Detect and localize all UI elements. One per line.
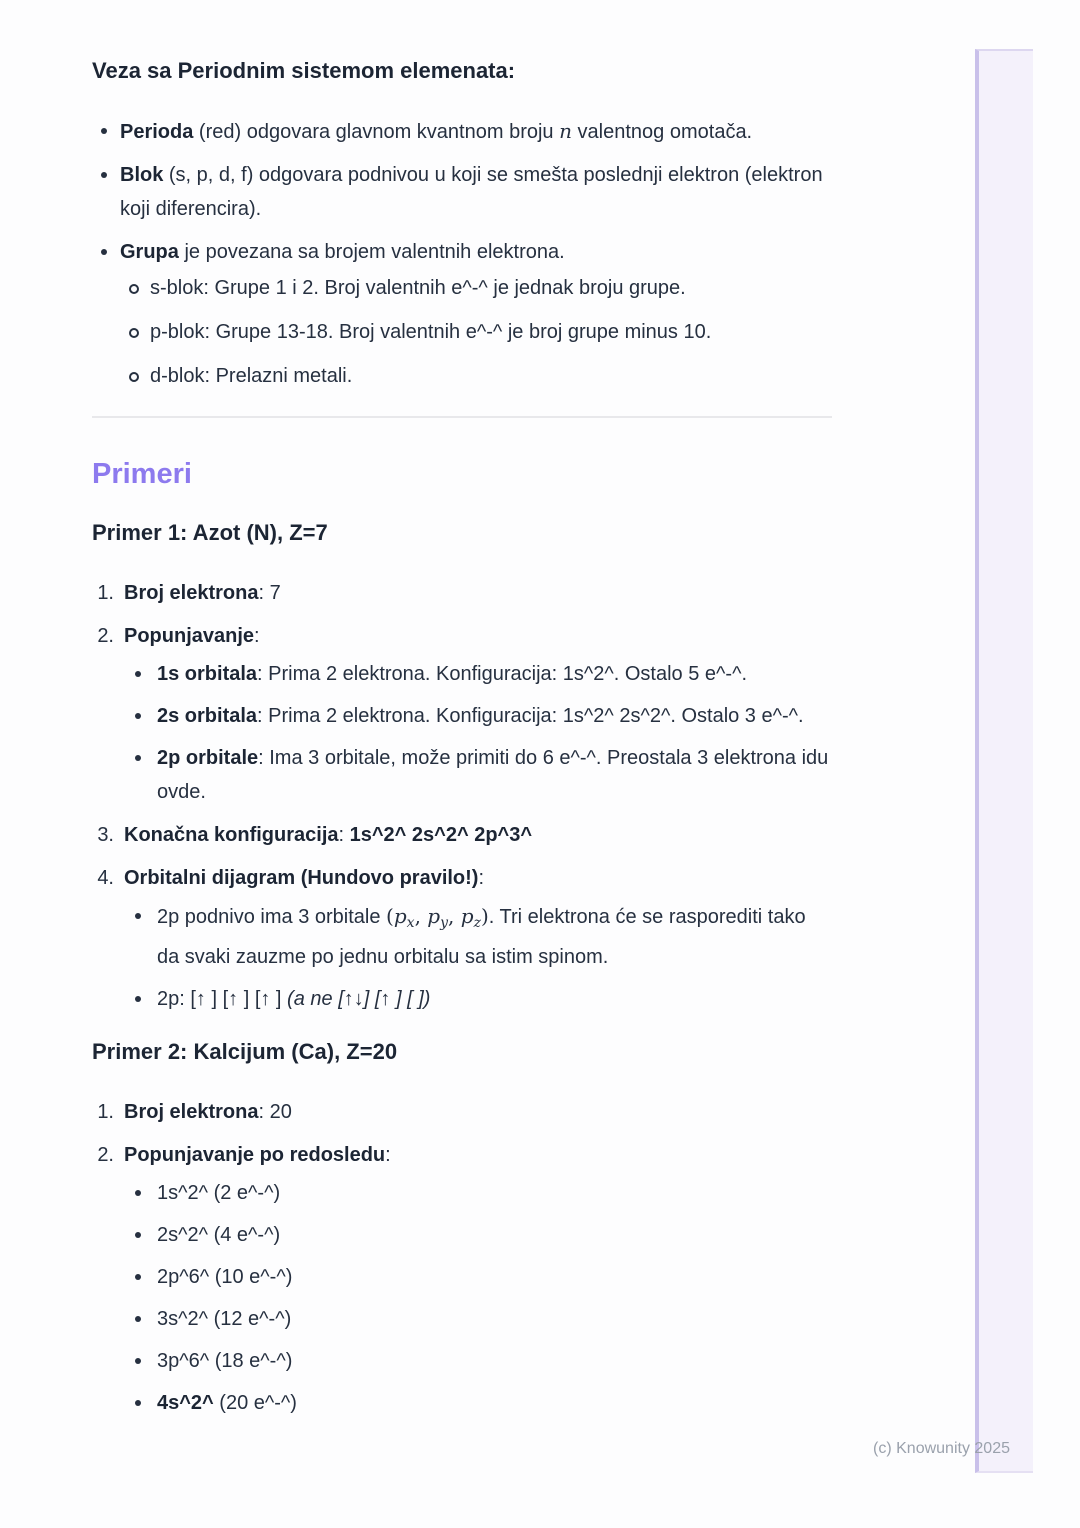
bullet-icon	[135, 1274, 141, 1280]
document-content	[92, 57, 832, 1429]
bullet-icon	[135, 713, 141, 719]
list-item	[92, 576, 832, 610]
number-label: 1.	[97, 582, 114, 604]
text-segment: p	[427, 904, 441, 928]
text-segment: Primer 2: Kalcijum (Ca), Z=20	[92, 1039, 398, 1064]
list-item	[120, 271, 832, 305]
bullet-icon	[101, 249, 107, 255]
primeri-heading	[92, 455, 832, 493]
text-segment: :	[385, 1144, 391, 1166]
text-segment: p-blok: Grupe 13-18. Broj valentnih e^-^ je broj grupe minus 10.	[150, 321, 712, 343]
list-item	[92, 158, 832, 226]
text-segment: 1s^2^ 2s^2^ 2p^3^	[349, 824, 533, 846]
number-label: 4.	[97, 867, 114, 889]
text-segment: :	[478, 867, 485, 889]
text-segment: je povezana sa brojem valentnih elektrona.	[178, 241, 565, 263]
section-divider	[92, 416, 832, 418]
primer-2-steps	[92, 1095, 832, 1420]
text-segment: . Tri elektrona će se rasporediti tako da svaki zauzme po jednu orbitalu sa istim spinom.	[157, 906, 806, 968]
text-segment: :	[338, 824, 350, 846]
text-segment: Perioda	[120, 121, 194, 143]
primer-2-heading	[92, 1038, 832, 1066]
bullet-icon	[129, 372, 139, 382]
copyright-footer: (c) Knowunity 2025	[873, 1440, 1010, 1457]
list-item	[124, 1344, 832, 1378]
text-segment: (20 e^-^)	[213, 1392, 297, 1414]
nested-bullet-list	[120, 271, 832, 393]
text-segment: : 7	[258, 582, 281, 604]
list-item	[124, 1176, 832, 1210]
text-segment: Orbitalni dijagram (Hundovo pravilo!)	[124, 867, 479, 889]
text-segment: y	[440, 915, 449, 931]
list-item	[92, 619, 832, 809]
bullet-icon	[135, 671, 141, 677]
text-segment: n	[559, 119, 572, 143]
number-label: 2.	[97, 1144, 114, 1166]
text-segment: z	[473, 915, 481, 931]
bullet-icon	[129, 284, 139, 294]
text-segment: (	[386, 904, 394, 928]
text-segment: (a ne [↑↓] [↑ ] [ ])	[287, 988, 431, 1010]
list-item	[120, 359, 832, 393]
bullet-icon	[135, 1316, 141, 1322]
text-segment: ,	[414, 904, 428, 928]
bullet-icon	[135, 1358, 141, 1364]
text-segment: 1s^2^ (2 e^-^)	[157, 1182, 281, 1204]
primer-1-heading	[92, 519, 832, 547]
text-segment: x	[406, 915, 415, 931]
bullet-icon	[101, 128, 107, 134]
text-segment: 2s orbitala	[157, 705, 258, 727]
text-segment: Veza sa Periodnim sistemom elemenata:	[92, 58, 516, 83]
bullet-icon	[135, 1232, 141, 1238]
text-segment: : Ima 3 orbitale, može primiti do 6 e^-^. Preostala 3 elektrona idu ovde.	[157, 747, 829, 803]
list-item	[124, 1302, 832, 1336]
section-heading-veza	[92, 57, 832, 85]
text-segment: Konačna konfiguracija	[124, 824, 339, 846]
number-label: 2.	[97, 625, 114, 647]
list-item	[124, 699, 832, 733]
text-segment: Blok	[120, 164, 164, 186]
list-item	[92, 114, 832, 149]
text-segment: p	[460, 904, 474, 928]
list-item	[120, 315, 832, 349]
bullet-icon	[135, 913, 141, 919]
text-segment: 3p^6^ (18 e^-^)	[157, 1350, 293, 1372]
number-label: 3.	[97, 824, 114, 846]
list-item	[92, 235, 832, 393]
list-item	[124, 982, 832, 1016]
right-margin-bar	[975, 49, 1033, 1473]
text-segment: Broj elektrona	[124, 582, 259, 604]
list-item	[92, 1138, 832, 1420]
text-segment: ,	[448, 904, 461, 928]
text-segment: Popunjavanje	[124, 625, 255, 647]
text-segment: Broj elektrona	[124, 1101, 259, 1123]
text-segment: )	[480, 904, 489, 928]
primer-1-steps	[92, 576, 832, 1016]
text-segment: : Prima 2 elektrona. Konfiguracija: 1s^2^ 2s^2^. Ostalo 3 e^-^.	[257, 705, 804, 727]
number-label: 1.	[97, 1101, 114, 1123]
text-segment: 2p orbitale	[157, 747, 259, 769]
list-item	[92, 1095, 832, 1129]
list-item	[124, 1260, 832, 1294]
text-segment: p	[393, 904, 407, 928]
bullet-icon	[135, 1190, 141, 1196]
text-segment: 1s orbitala	[157, 663, 258, 685]
bullet-icon	[135, 996, 141, 1002]
text-segment: (red) odgovara glavnom kvantnom broju	[193, 121, 560, 143]
veza-list	[92, 114, 832, 393]
text-segment: 2p^6^ (10 e^-^)	[157, 1266, 293, 1288]
text-segment: s-blok: Grupe 1 i 2. Broj valentnih e^-^ je jednak broju grupe.	[150, 277, 686, 299]
text-segment: 2p podnivo ima 3 orbitale	[157, 906, 387, 928]
text-segment: Primeri	[92, 458, 192, 490]
text-segment: : Prima 2 elektrona. Konfiguracija: 1s^2^. Ostalo 5 e^-^.	[257, 663, 748, 685]
text-segment: 2p: [↑ ] [↑ ] [↑ ]	[157, 988, 288, 1010]
text-segment: 2s^2^ (4 e^-^)	[157, 1224, 281, 1246]
nested-bullet-list	[124, 899, 832, 1016]
bullet-icon	[135, 1400, 141, 1406]
bullet-icon	[135, 755, 141, 761]
text-segment: Popunjavanje po redosledu	[124, 1144, 386, 1166]
list-item	[124, 1386, 832, 1420]
bullet-icon	[101, 172, 107, 178]
text-segment: (s, p, d, f) odgovara podnivou u koji se smešta poslednji elektron (elektron koji diferencira).	[120, 164, 823, 220]
text-segment: Primer 1: Azot (N), Z=7	[92, 520, 328, 545]
text-segment: d-blok: Prelazni metali.	[150, 365, 353, 387]
list-item	[124, 899, 832, 974]
text-segment: valentnog omotača.	[572, 121, 753, 143]
bullet-icon	[129, 328, 139, 338]
text-segment: : 20	[258, 1101, 292, 1123]
text-segment: 3s^2^ (12 e^-^)	[157, 1308, 292, 1330]
text-segment: Grupa	[120, 241, 179, 263]
list-item	[92, 861, 832, 1016]
list-item	[124, 1218, 832, 1252]
list-item	[124, 657, 832, 691]
text-segment: 4s^2^	[157, 1392, 214, 1414]
nested-bullet-list	[124, 1176, 832, 1420]
list-item	[124, 741, 832, 809]
text-segment: :	[254, 625, 260, 647]
nested-bullet-list	[124, 657, 832, 809]
list-item	[92, 818, 832, 852]
